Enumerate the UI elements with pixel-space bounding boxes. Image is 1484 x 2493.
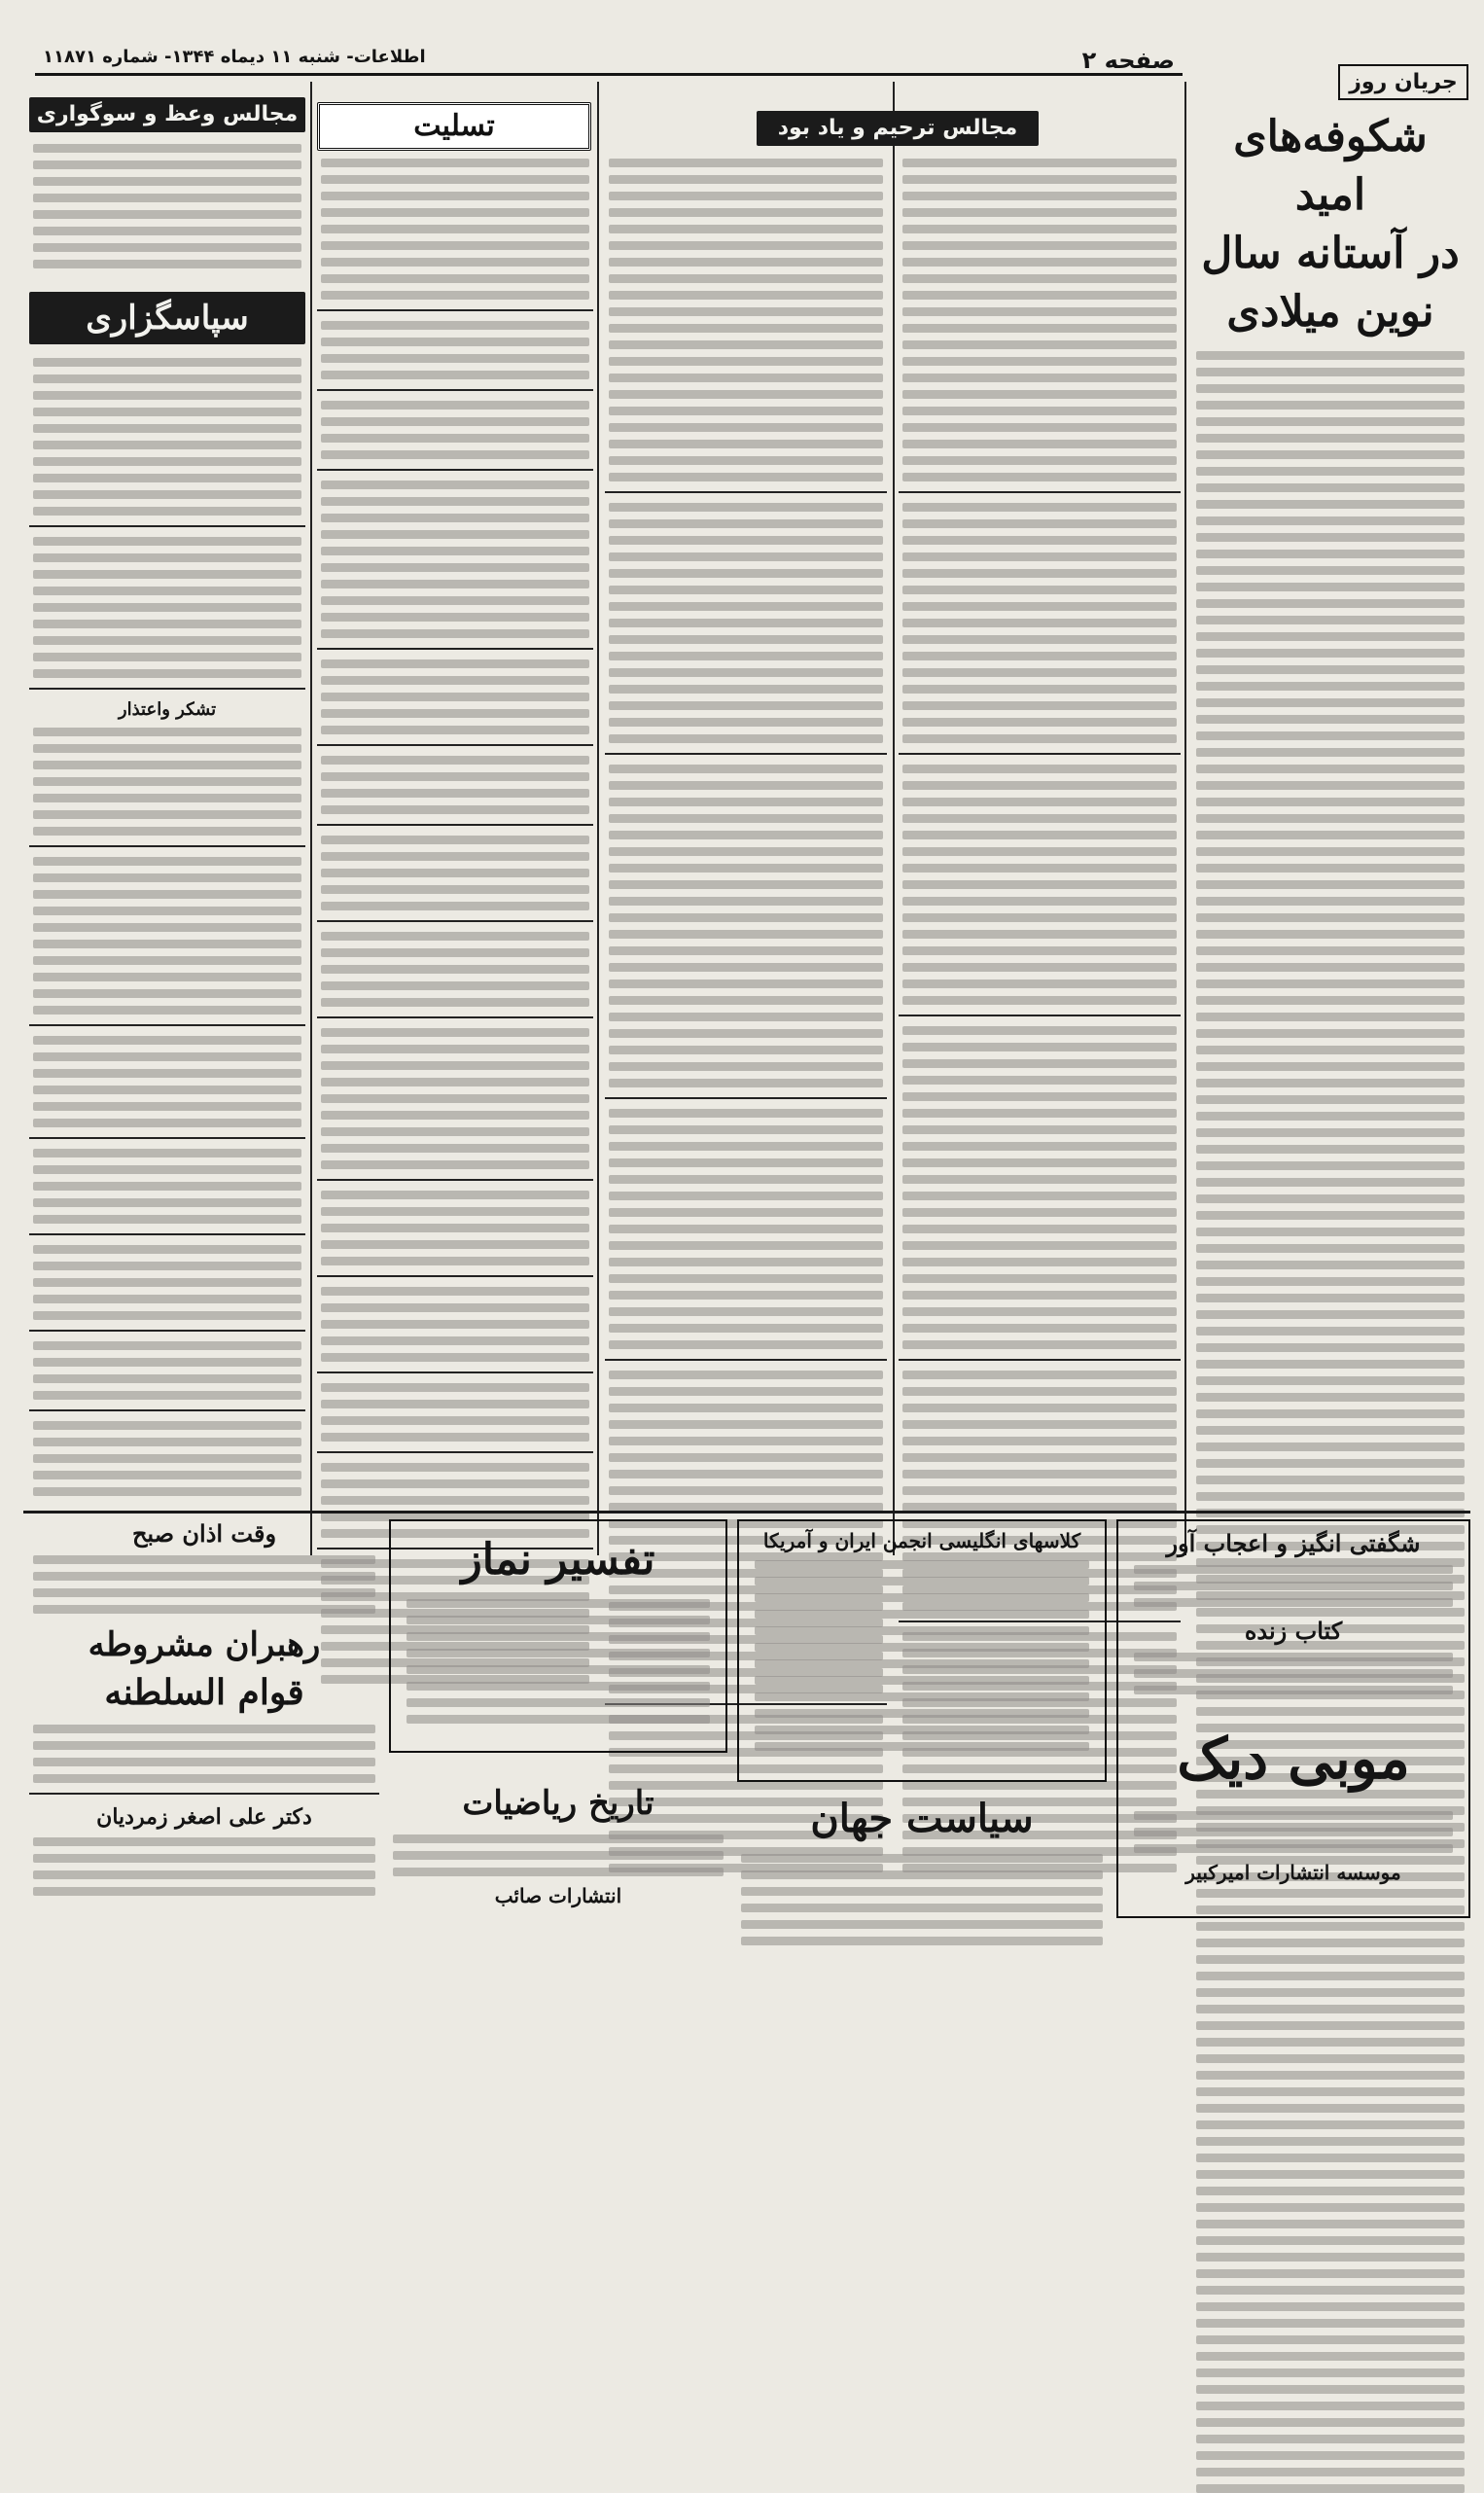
page-number: صفحه ۲	[1081, 47, 1175, 74]
math-history-title: تاریخ ریاضیات	[462, 1784, 654, 1823]
condolence-column	[317, 151, 593, 1551]
headline-line-2: در آستانه سال	[1201, 229, 1460, 278]
politics-title: سیاست جهان	[810, 1796, 1034, 1841]
column-divider	[893, 82, 895, 1555]
moby-dick-title: موبی دیک	[1177, 1726, 1410, 1792]
remembrance-heading-box	[757, 111, 1039, 146]
politics-ad	[737, 1792, 1107, 1938]
living-book-title: کتاب زنده	[1244, 1617, 1343, 1645]
editorial-kicker: جریان روز	[1338, 64, 1468, 100]
wonders-title: شگفتی انگیز و اعجاب آور	[1166, 1529, 1421, 1557]
thanks-appreciation-title: تشکر واعتذار	[118, 699, 217, 720]
english-classes-ad	[737, 1519, 1107, 1782]
book-ad-title: رهبران مشروطه	[88, 1625, 321, 1664]
condolence-heading: تسلیت	[413, 109, 495, 143]
doctor-name: دکتر علی اصغر زمردیان	[96, 1804, 312, 1830]
math-history-publisher: انتشارات صائب	[494, 1884, 622, 1907]
azan-title: وقت اذان صبح	[131, 1519, 277, 1548]
moby-dick-publisher: موسسه انتشارات امیرکبیر	[1185, 1861, 1401, 1884]
condolence-heading-box	[317, 102, 591, 145]
ads-divider	[23, 1511, 1470, 1514]
headline-line-3: نوین میلادی	[1226, 287, 1434, 337]
gratitude-heading: سپاسگزاری	[86, 299, 249, 338]
remembrance-column-left	[605, 151, 887, 1551]
remembrance-heading: مجالس ترحیم و یاد بود	[777, 116, 1018, 140]
left-ads-column	[29, 1519, 379, 1938]
headline-line-1: شکوفه‌های امید	[1233, 112, 1428, 220]
issue-date-line: اطلاعات- شنبه ۱۱ دیماه ۱۳۴۴- شماره ۱۱۸۷۱	[43, 47, 426, 67]
editorial-body	[1192, 351, 1468, 2493]
gratitude-heading-box	[29, 292, 305, 344]
mourning-heading-box	[29, 97, 305, 132]
tafsir-ad	[389, 1519, 727, 1753]
newspaper-header	[35, 45, 1183, 76]
book-ad-subtitle: قوام السلطنه	[104, 1672, 304, 1713]
math-history-ad	[389, 1780, 727, 1936]
column-divider	[1184, 82, 1186, 1555]
mourning-heading: مجالس وعظ و سوگواری	[36, 102, 299, 126]
column-divider	[597, 82, 599, 1555]
tafsir-title: تفسیر نماز	[461, 1535, 655, 1585]
column-divider	[310, 82, 312, 1555]
english-classes-title: کلاسهای انگلیسی انجمن ایران و آمریکا	[762, 1529, 1081, 1552]
moby-dick-ad	[1116, 1519, 1470, 1918]
mourning-notice	[29, 136, 305, 272]
editorial-column	[1192, 64, 1468, 1562]
gratitude-column	[29, 350, 305, 1556]
remembrance-column-right	[899, 151, 1181, 1551]
